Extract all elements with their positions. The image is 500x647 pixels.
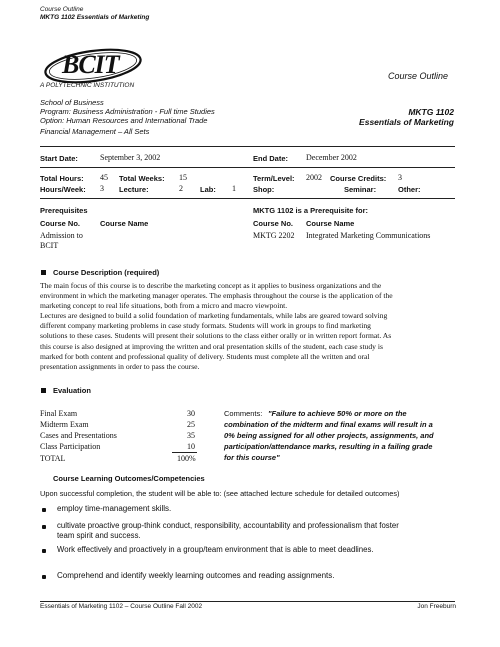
eval-item-value: 25 — [187, 420, 195, 429]
header-line-2: MKTG 1102 Essentials of Marketing — [40, 14, 150, 21]
lecture-label: Lecture: — [119, 185, 149, 194]
outcome-item: employ time-management skills. — [57, 504, 172, 513]
shop-label: Shop: — [253, 185, 275, 194]
doc-type: Course Outline — [388, 71, 449, 81]
outcome-item-continued: team spirit and success. — [57, 531, 141, 540]
description-line: different company marketing problems in case study formats. Students will work in groups to find marketing — [40, 321, 371, 331]
list-bullet — [42, 575, 46, 579]
eval-item-label: Final Exam — [40, 409, 78, 418]
end-date-value: December 2002 — [306, 153, 357, 162]
outcomes-heading: Course Learning Outcomes/Competencies — [53, 474, 205, 483]
hours-week-value: 3 — [100, 184, 104, 193]
prereq-for-row-no: MKTG 2202 — [253, 231, 295, 240]
hours-week-label: Hours/Week: — [40, 185, 86, 194]
outcome-item: Comprehend and identify weekly learning outcomes and reading assignments. — [57, 571, 335, 580]
header-line-1: Course Outline — [40, 6, 84, 13]
prereq-col-no: Course No. — [40, 219, 81, 228]
outcome-item: Work effectively and proactively in a group/team environment that is able to meet deadlines. — [57, 545, 374, 554]
course-title: Essentials of Marketing — [359, 117, 454, 127]
footer-rule — [40, 601, 455, 602]
outcomes-intro: Upon successful completion, the student will be able to: (see attached lecture schedule for detailed outcomes) — [40, 489, 400, 498]
lab-value: 1 — [232, 184, 236, 193]
start-date-label: Start Date: — [40, 154, 78, 163]
description-line: presentation assignments in order to pass the course. — [40, 361, 200, 371]
comments-label: Comments: — [224, 409, 263, 418]
description-line: solutions to these cases. Students will present their solutions to the class either orally or in written report format. As — [40, 331, 392, 341]
description-line: marked for both content and professional quality of delivery. Students must complete all the written and oral — [40, 351, 370, 361]
list-bullet — [42, 525, 46, 529]
course-code: MKTG 1102 — [408, 107, 454, 117]
footer-left: Essentials of Marketing 1102 – Course Outline Fall 2002 — [40, 603, 203, 610]
prereq-for-title: MKTG 1102 is a Prerequisite for: — [253, 206, 369, 215]
divider — [40, 198, 455, 199]
divider — [40, 167, 455, 168]
prereq-for-col-name: Course Name — [306, 219, 355, 228]
logo-text: BCIT — [62, 50, 119, 79]
school-name: School of Business — [40, 98, 104, 107]
list-bullet — [42, 549, 46, 553]
comments-line: for this course" — [224, 453, 280, 462]
section-bullet — [41, 270, 46, 275]
total-rule — [172, 452, 197, 453]
eval-item-label: Midterm Exam — [40, 420, 89, 429]
total-hours-value: 45 — [100, 173, 108, 182]
eval-total-value: 100% — [177, 454, 196, 463]
end-date-label: End Date: — [253, 154, 289, 163]
other-label: Other: — [398, 185, 421, 194]
description-line: Lectures are designed to build a solid foundation of marketing fundamentals, while labs are geared toward solving — [40, 311, 388, 321]
evaluation-heading: Evaluation — [53, 386, 91, 395]
description-line: The main focus of this course is to describe the marketing concept as it applies to business organizations and the — [40, 281, 382, 290]
eval-item-value: 35 — [187, 431, 195, 440]
divider — [40, 146, 455, 147]
description-heading: Course Description (required) — [53, 268, 160, 277]
outcome-item: cultivate proactive group-think conduct, responsibility, accountability and professionalism that foster — [57, 521, 399, 530]
eval-item-value: 30 — [187, 409, 195, 418]
lecture-value: 2 — [179, 184, 183, 193]
term-label: Term/Level: — [253, 174, 295, 183]
footer-right: Jon Freeburn — [417, 603, 456, 610]
comments-line: combination of the midterm and final exams will result in a — [224, 420, 433, 429]
comments-line: participation/attendance marks, resulting in a failing grade — [224, 442, 433, 451]
eval-total-label: TOTAL — [40, 454, 66, 463]
total-weeks-value: 15 — [179, 173, 187, 182]
comments-line: "Failure to achieve 50% or more on the — [268, 409, 407, 418]
option-name: Option: Human Resources and International Trade — [40, 116, 208, 125]
prereq-for-col-no: Course No. — [253, 219, 294, 228]
polytechnic-label: A POLYTECHNIC INSTITUTION — [40, 82, 135, 89]
total-weeks-label: Total Weeks: — [119, 174, 165, 183]
eval-item-value: 10 — [187, 442, 195, 451]
description-line: marketing concept to real life situations, both from a micro and macro viewpoint. — [40, 301, 288, 311]
prereq-row-line2: BCIT — [40, 241, 59, 250]
seminar-label: Seminar: — [344, 185, 377, 194]
prereq-col-name: Course Name — [100, 219, 149, 228]
total-hours-label: Total Hours: — [40, 174, 84, 183]
eval-item-label: Class Participation — [40, 442, 101, 451]
prereq-for-row-name: Integrated Marketing Communications — [306, 231, 431, 240]
description-body — [40, 281, 458, 372]
credits-label: Course Credits: — [330, 174, 387, 183]
bcit-logo — [38, 46, 148, 86]
credits-value: 3 — [398, 173, 402, 182]
description-line: this course is also designed at improving the written and oral presentation skills of the student, each case study is — [40, 341, 383, 351]
program-name: Program: Business Administration - Full time Studies — [40, 107, 215, 116]
prereq-title: Prerequisites — [40, 206, 88, 215]
list-bullet — [42, 508, 46, 512]
start-date-value: September 3, 2002 — [100, 153, 161, 162]
eval-item-label: Cases and Presentations — [40, 431, 117, 440]
prereq-row-line1: Admission to — [40, 231, 83, 240]
term-value: 2002 — [306, 173, 322, 182]
section-bullet — [41, 388, 46, 393]
description-line: environment in which the marketing manager operates. The emphasis throughout the course is the application of the — [40, 291, 393, 301]
option-name-2: Financial Management – All Sets — [40, 127, 150, 136]
comments-line: 0% being assigned for all other projects, assignments, and — [224, 431, 434, 440]
lab-label: Lab: — [200, 185, 216, 194]
